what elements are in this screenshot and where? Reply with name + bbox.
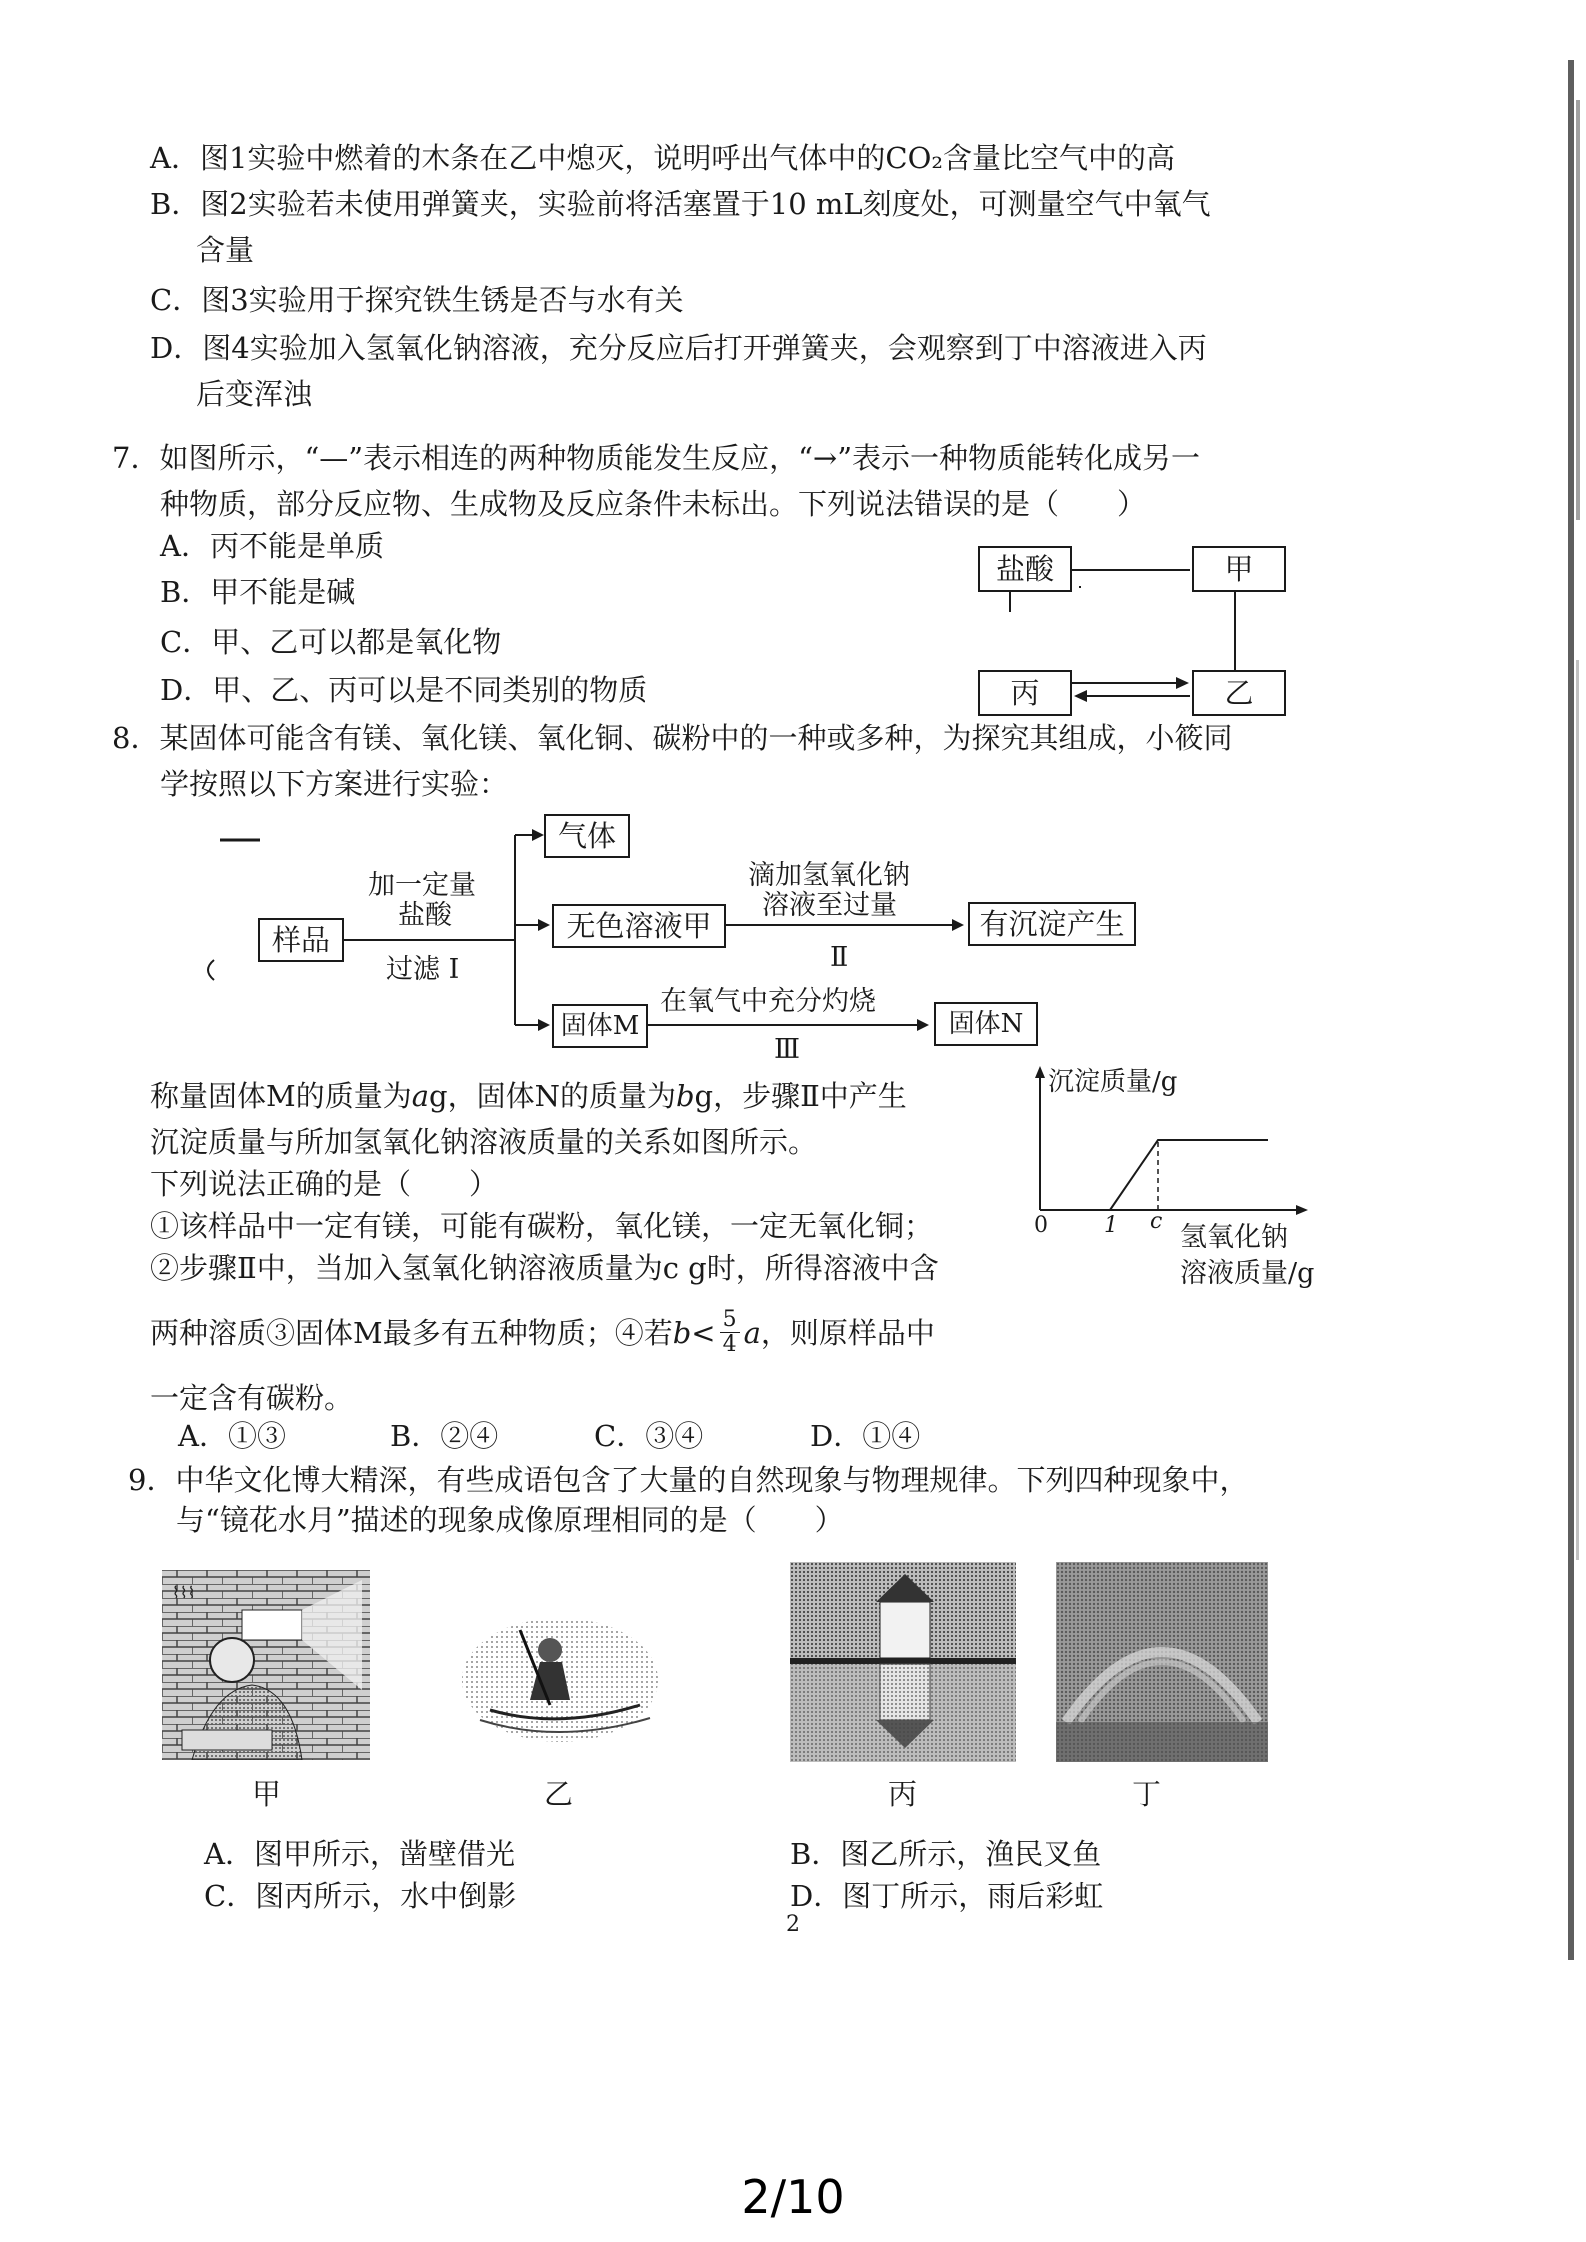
q9-option-a: A．图甲所示，凿壁借光 <box>204 1837 515 1871</box>
q9-stem-line2: 与“镜花水月”描述的现象成像原理相同的是（ ） <box>176 1503 844 1537</box>
q7-box-hydrochloric-acid: 盐酸 <box>978 546 1072 592</box>
q7-option-a: A．丙不能是单质 <box>160 529 384 563</box>
q8-box-solid-n: 固体N <box>934 1002 1038 1046</box>
q9-option-d: D．图丁所示，雨后彩虹 <box>790 1879 1104 1913</box>
q9-caption-bing: 丙 <box>888 1777 918 1811</box>
q8-box-solution-jia: 无色溶液甲 <box>552 904 726 948</box>
page-number: 2 <box>786 1912 800 1937</box>
q7-stem-line1: 7．如图所示，“—”表示相连的两种物质能发生反应，“→”表示一种物质能转化成另一 <box>112 441 1201 475</box>
q9-option-c: C．图丙所示，水中倒影 <box>204 1879 517 1913</box>
q8-graph-ylabel: 沉淀质量/g <box>1048 1067 1178 1097</box>
q7-option-d: D．甲、乙、丙可以是不同类别的物质 <box>160 673 648 707</box>
q9-image-bing <box>790 1562 1016 1762</box>
q9-stem-line1: 9．中华文化博大精深，有些成语包含了大量的自然现象与物理规律。下列四种现象中， <box>128 1463 1249 1497</box>
q8-desc-line3: 下列说法正确的是（ ） <box>150 1167 499 1201</box>
q8-label-add-1: 加一定量 <box>368 870 476 901</box>
q8-label-filter: 过滤 Ⅰ <box>386 954 460 985</box>
q9-caption-yi: 乙 <box>544 1777 574 1811</box>
q8-graph-xlabel-2: 溶液质量/g <box>1180 1258 1315 1289</box>
q8-graph-origin: 0 <box>1034 1213 1048 1238</box>
q6-option-c: C．图3实验用于探究铁生锈是否与水有关 <box>150 283 684 317</box>
q7-option-b: B．甲不能是碱 <box>160 575 356 609</box>
q8-statement-2: ②步骤Ⅱ中，当加入氢氧化钠溶液质量为c g时，所得溶液中含 <box>150 1251 939 1285</box>
q8-desc-line2: 沉淀质量与所加氢氧化钠溶液质量的关系如图所示。 <box>150 1125 818 1159</box>
q8-label-naoh-2: 溶液至过量 <box>762 890 897 921</box>
q8-option-d: D．①④ <box>810 1419 921 1453</box>
q8-graph-tick-1: 1 <box>1104 1213 1118 1238</box>
q8-graph-xlabel-1: 氢氧化钠 <box>1180 1222 1288 1253</box>
q8-fraction: 5 4 <box>720 1308 740 1357</box>
q7-option-c: C．甲、乙可以都是氧化物 <box>160 625 502 659</box>
q9-option-b: B．图乙所示，渔民叉鱼 <box>790 1837 1102 1871</box>
q8-option-a: A．①③ <box>178 1419 286 1453</box>
q6-option-d-line1: D．图4实验加入氢氧化钠溶液，充分反应后打开弹簧夹，会观察到丁中溶液进入丙 <box>150 331 1207 365</box>
q8-label-step3: Ⅲ <box>774 1034 801 1065</box>
q9-caption-jia: 甲 <box>252 1777 282 1811</box>
q8-label-burn: 在氧气中充分灼烧 <box>660 986 876 1017</box>
q7-box-jia: 甲 <box>1192 546 1286 592</box>
q8-label-step2: Ⅱ <box>830 942 849 973</box>
q8-option-b: B．②④ <box>390 1419 499 1453</box>
q8-graph-tick-c: c <box>1150 1209 1163 1234</box>
q8-option-c: C．③④ <box>594 1419 704 1453</box>
q6-option-a: A．图1实验中燃着的木条在乙中熄灭，说明呼出气体中的CO₂含量比空气中的高 <box>150 141 1175 175</box>
q7-box-yi: 乙 <box>1192 670 1286 716</box>
q8-statement-4: 一定含有碳粉。 <box>150 1381 354 1415</box>
q8-statement-3: 两种溶质③固体M最多有五种物质；④若 b < 5 4 a ，则原样品中 <box>150 1307 935 1357</box>
q8-label-naoh-1: 滴加氢氧化钠 <box>748 860 910 891</box>
q8-box-precipitate: 有沉淀产生 <box>968 902 1136 946</box>
q9-image-ding <box>1056 1562 1268 1762</box>
page-indicator: 2/10 <box>741 2170 845 2224</box>
q8-box-sample: 样品 <box>258 918 344 962</box>
q8-box-gas: 气体 <box>544 814 630 858</box>
q7-box-bing: 丙 <box>978 670 1072 716</box>
q8-label-add-2: 盐酸 <box>398 900 452 931</box>
q6-option-b-line2: 含量 <box>196 233 255 267</box>
q9-image-jia <box>162 1570 370 1760</box>
q9-image-yi <box>450 1570 668 1760</box>
svg-text:⌇⌇⌇: ⌇⌇⌇ <box>172 1583 196 1602</box>
q8-box-solid-m: 固体M <box>552 1004 648 1048</box>
scan-edge-shadow <box>1558 60 1586 1960</box>
q9-caption-ding: 丁 <box>1132 1777 1162 1811</box>
q7-stem-line2: 种物质，部分反应物、生成物及反应条件未标出。下列说法错误的是（ ） <box>160 487 1147 521</box>
q8-desc-line1: 称量固体M的质量为ag，固体N的质量为bg，步骤Ⅱ中产生 <box>150 1079 907 1113</box>
q6-option-b-line1: B．图2实验若未使用弹簧夹，实验前将活塞置于10 mL刻度处，可测量空气中氧气 <box>150 187 1211 221</box>
q8-stem-line1: 8．某固体可能含有镁、氧化镁、氧化铜、碳粉中的一种或多种，为探究其组成，小筱同 <box>112 721 1233 755</box>
q8-statement-1: ①该样品中一定有镁，可能有碳粉，氧化镁，一定无氧化铜； <box>150 1209 934 1243</box>
q6-option-d-line2: 后变浑浊 <box>196 377 313 411</box>
q8-stem-line2: 学按照以下方案进行实验： <box>160 767 509 801</box>
